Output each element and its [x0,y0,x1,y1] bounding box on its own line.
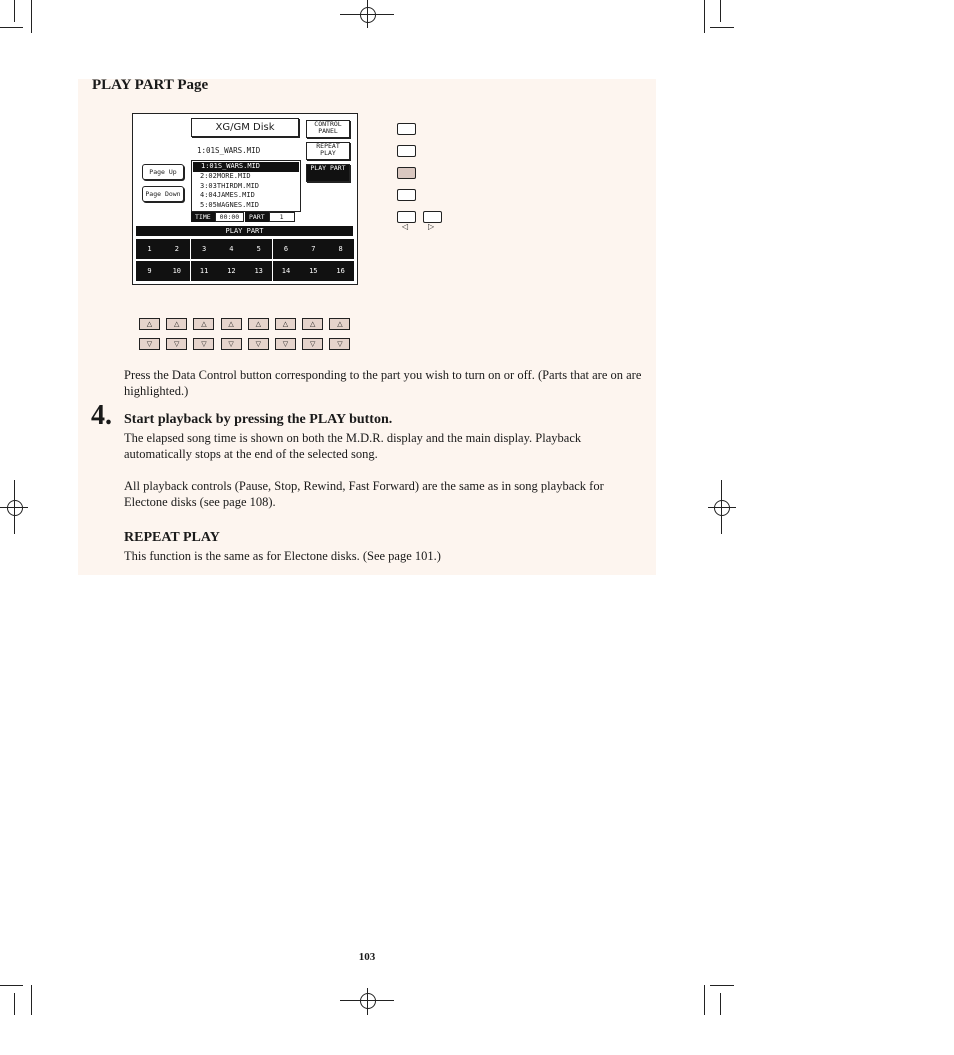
part-button-6[interactable]: 6 [273,239,300,259]
right-arrow-icon: ▷ [428,222,435,231]
data-control-down-button-7[interactable]: ▽ [302,338,323,350]
data-control-down-button-3[interactable]: ▽ [193,338,214,350]
section-heading: PLAY PART Page [92,77,209,93]
current-song: 1:01S_WARS.MID [197,146,261,155]
part-button-7[interactable]: 7 [300,239,327,259]
panel-button-repeat[interactable] [397,145,416,157]
song-item[interactable]: 5:05WAGNES.MID [200,201,260,210]
part-button-1[interactable]: 1 [136,239,163,259]
step-paragraph-b: All playback controls (Pause, Stop, Rewind, Fast Forward) are the same as in song playback for Electone disks (see page 108). [124,479,604,509]
panel-button-control[interactable] [397,123,416,135]
tab-play-part[interactable]: PLAY PART [306,164,350,182]
data-control-down-button-1[interactable]: ▽ [139,338,160,350]
panel-button-play-part[interactable] [397,167,416,179]
step-number: 4. [91,400,112,431]
song-item[interactable]: 4:04JAMES.MID [200,191,255,200]
part-button-11[interactable]: 11 [191,261,218,281]
part-button-5[interactable]: 5 [245,239,272,259]
page-number: 103 [358,951,376,963]
song-item[interactable]: 1:01S_WARS.MID [193,162,299,172]
lcd-display [132,113,358,285]
data-control-up-button-2[interactable]: △ [166,318,187,330]
data-control-down-button-5[interactable]: ▽ [248,338,269,350]
time-label: TIME [191,212,215,222]
panel-button-blank[interactable] [397,189,416,201]
step-title: Start playback by pressing the PLAY button. [124,412,393,427]
data-control-down-button-4[interactable]: ▽ [221,338,242,350]
part-button-4[interactable]: 4 [218,239,245,259]
part-button-12[interactable]: 12 [218,261,245,281]
data-control-up-button-7[interactable]: △ [302,318,323,330]
step-paragraph-a: The elapsed song time is shown on both the M.D.R. display and the main display. Playback automatically stops at the end of the selected song. [124,431,582,461]
time-indicator [191,212,244,222]
data-control-up-button-4[interactable]: △ [221,318,242,330]
song-item[interactable]: 2:02MORE.MID [200,171,251,180]
instruction-paragraph: Press the Data Control button corresponding to the part you wish to turn on or off. (Parts that are on are highlighted.) [124,368,642,398]
part-button-15[interactable]: 15 [300,261,327,281]
tab-control-panel[interactable]: CONTROL PANEL [306,120,350,138]
time-value: 00:00 [215,212,245,222]
part-button-3[interactable]: 3 [191,239,218,259]
part-label: PART [245,212,269,222]
data-control-down-button-2[interactable]: ▽ [166,338,187,350]
song-item[interactable]: 3:03THIRDM.MID [200,181,260,190]
data-control-up-button-3[interactable]: △ [193,318,214,330]
play-part-header: PLAY PART [136,226,353,236]
part-button-13[interactable]: 13 [245,261,272,281]
data-control-up-button-6[interactable]: △ [275,318,296,330]
page-up-button[interactable]: Page Up [142,164,184,180]
repeat-play-heading: REPEAT PLAY [124,530,220,545]
part-indicator [245,212,295,222]
part-button-10[interactable]: 10 [163,261,190,281]
part-button-2[interactable]: 2 [163,239,190,259]
song-list [191,160,301,212]
part-button-9[interactable]: 9 [136,261,163,281]
data-control-down-button-8[interactable]: ▽ [329,338,350,350]
left-arrow-icon: ◁ [402,222,409,231]
repeat-play-text: This function is the same as for Electone disks. (See page 101.) [124,549,441,563]
disk-title: XG/GM Disk [191,118,299,137]
tab-repeat-play[interactable]: REPEAT PLAY [306,142,350,160]
data-control-up-button-8[interactable]: △ [329,318,350,330]
part-value: 1 [269,212,295,222]
data-control-down-button-6[interactable]: ▽ [275,338,296,350]
data-control-up-button-1[interactable]: △ [139,318,160,330]
part-button-16[interactable]: 16 [327,261,354,281]
part-button-14[interactable]: 14 [273,261,300,281]
data-control-up-button-5[interactable]: △ [248,318,269,330]
page-down-button[interactable]: Page Down [142,186,184,202]
part-button-8[interactable]: 8 [327,239,354,259]
